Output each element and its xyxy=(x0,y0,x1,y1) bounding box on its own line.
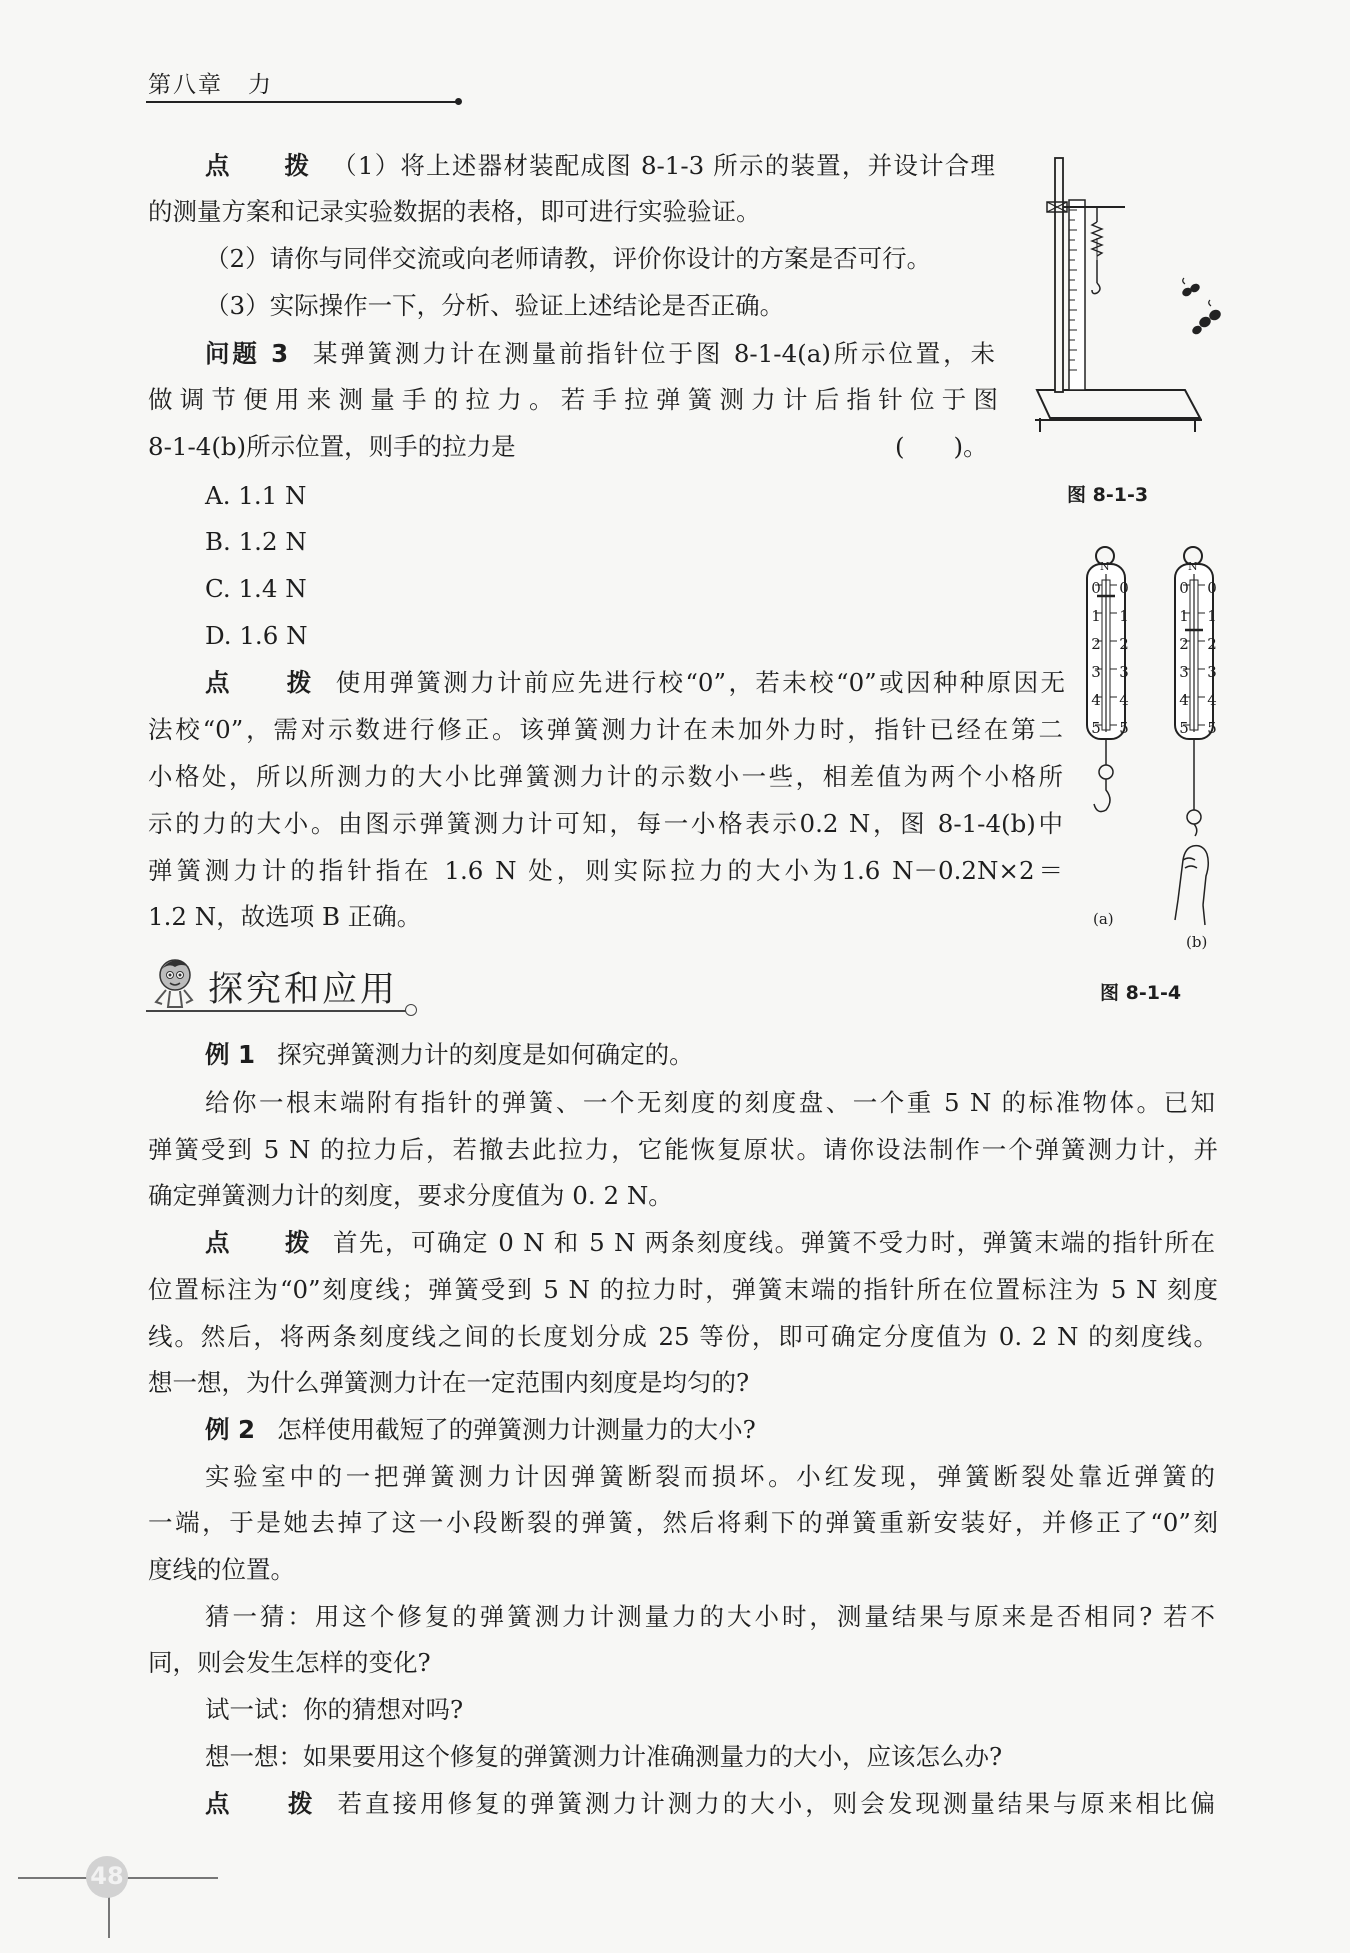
question3-line-3: 8-1-4(b)所示位置，则手的拉力是 xyxy=(148,432,516,461)
tip2-line-5: 弹簧测力计的指针指在 1.6 N 处，则实际拉力的大小为1.6 N－0.2N×2＝ xyxy=(148,856,1063,885)
example2-line-2: 一端，于是她去掉了这一小段断裂的弹簧，然后将剩下的弹簧重新安装好，并修正了“0”刻 xyxy=(148,1508,1218,1537)
section-rule xyxy=(146,1010,408,1012)
header-rule-dot xyxy=(455,98,462,105)
tip2-line-4: 示的力的大小。由图示弹簧测力计可知，每一小格表示0.2 N，图 8-1-4(b)中 xyxy=(148,809,1063,838)
scale-a-unit: N xyxy=(1100,560,1110,573)
scale-b-ticks-left: 0 1 2 3 4 5 xyxy=(1179,579,1189,737)
example2-line-6: 试一试：你的猜想对吗? xyxy=(205,1695,464,1724)
example2-label: 例 2 xyxy=(205,1415,256,1444)
tip1-label: 点 拨 xyxy=(205,151,325,180)
example1-tip-label: 点 拨 xyxy=(205,1228,325,1257)
example1-tip-line-1: 点 拨 首先，可确定 0 N 和 5 N 两条刻度线。弹簧不受力时，弹簧末端的指针所在 xyxy=(205,1228,1216,1257)
example2-tip-label: 点 拨 xyxy=(205,1789,330,1818)
mascot-icon xyxy=(148,955,200,1011)
section-title: 探究和应用 xyxy=(208,970,399,1010)
example2-title: 怎样使用截短了的弹簧测力计测量力的大小? xyxy=(277,1415,756,1444)
section-rule-end xyxy=(405,1004,417,1016)
tip2-line-6: 1.2 N，故选项 B 正确。 xyxy=(148,902,422,931)
example2-line-5: 同，则会发生怎样的变化? xyxy=(148,1648,431,1677)
example2-heading xyxy=(205,1415,756,1445)
tip1-line-4: （3）实际操作一下，分析、验证上述结论是否正确。 xyxy=(205,291,785,320)
question3-label: 问题 3 xyxy=(205,339,289,368)
option-c: C. 1.4 N xyxy=(205,574,307,603)
scale-b-unit: N xyxy=(1188,560,1198,573)
tip2-line-1: 点 拨 使用弹簧测力计前应先进行校“0”，若未校“0”或因种种原因无 xyxy=(205,668,1065,697)
question3-line-2: 做调节便用来测量手的拉力。若手拉弹簧测力计后指针位于图 xyxy=(148,385,998,414)
figure-8-1-4-b-label: (b) xyxy=(1186,933,1208,951)
example2-tip-line-1: 点 拨 若直接用修复的弹簧测力计测力的大小，则会发现测量结果与原来相比偏 xyxy=(205,1789,1215,1818)
tip2-line-3: 小格处，所以所测力的大小比弹簧测力计的示数小一些，相差值为两个小格所 xyxy=(148,762,1063,791)
example1-title: 探究弹簧测力计的刻度是如何确定的。 xyxy=(277,1040,694,1069)
figure-8-1-4-a-label: (a) xyxy=(1093,910,1114,928)
example1-tip-line-4: 想一想，为什么弹簧测力计在一定范围内刻度是均匀的? xyxy=(148,1368,750,1397)
question3-blank: ( )。 xyxy=(895,432,988,461)
example1-line-3: 确定弹簧测力计的刻度，要求分度值为 0. 2 N。 xyxy=(148,1181,673,1210)
tip2-line-2: 法校“0”，需对示数进行修正。该弹簧测力计在未加外力时，指针已经在第二 xyxy=(148,715,1063,744)
example1-tip-line-3: 线。然后，将两条刻度线之间的长度划分成 25 等份，即可确定分度值为 0. 2 N 的刻度线。 xyxy=(148,1322,1218,1351)
option-b: B. 1.2 N xyxy=(205,527,307,556)
tip1-line-1: 点 拨 （1）将上述器材装配成图 8-1-3 所示的装置，并设计合理 xyxy=(205,151,995,180)
tip1-line-3: （2）请你与同伴交流或向老师请教，评价你设计的方案是否可行。 xyxy=(205,244,932,273)
page-number: 48 xyxy=(90,1862,124,1890)
example2-line-4: 猜一猜：用这个修复的弹簧测力计测量力的大小时，测量结果与原来是否相同? 若不 xyxy=(205,1602,1215,1631)
example1-line-1: 给你一根末端附有指针的弹簧、一个无刻度的刻度盘、一个重 5 N 的标准物体。已知 xyxy=(205,1088,1215,1117)
tip2-label: 点 拨 xyxy=(205,668,328,697)
scale-b-ticks-right: 0 1 2 3 4 5 xyxy=(1207,579,1217,737)
tip1-line-2: 的测量方案和记录实验数据的表格，即可进行实验验证。 xyxy=(148,197,761,226)
figure-8-1-4-caption: 图 8-1-4 xyxy=(1100,982,1182,1004)
option-a: A. 1.1 N xyxy=(205,481,307,510)
example1-heading xyxy=(205,1040,694,1070)
scale-a-ticks-right: 0 1 2 3 4 5 xyxy=(1119,579,1129,737)
chapter-header: 第八章 力 xyxy=(148,72,273,98)
example1-label: 例 1 xyxy=(205,1040,256,1069)
figure-8-1-3 xyxy=(1025,150,1225,440)
example2-line-3: 度线的位置。 xyxy=(148,1555,295,1584)
scale-a-ticks-left: 0 1 2 3 4 5 xyxy=(1091,579,1101,737)
example1-tip-line-2: 位置标注为“0”刻度线；弹簧受到 5 N 的拉力时，弹簧末端的指针所在位置标注为 5 N 刻度 xyxy=(148,1275,1218,1304)
figure-8-1-3-caption: 图 8-1-3 xyxy=(1067,484,1149,506)
example2-line-1: 实验室中的一把弹簧测力计因弹簧断裂而损坏。小红发现，弹簧断裂处靠近弹簧的 xyxy=(205,1462,1215,1491)
option-d: D. 1.6 N xyxy=(205,621,308,650)
example1-line-2: 弹簧受到 5 N 的拉力后，若撤去此拉力，它能恢复原状。请你设法制作一个弹簧测力计，并 xyxy=(148,1135,1218,1164)
header-rule xyxy=(146,101,458,103)
figure-8-1-4 xyxy=(1075,540,1260,960)
example2-line-7: 想一想：如果要用这个修复的弹簧测力计准确测量力的大小，应该怎么办? xyxy=(205,1742,1003,1771)
question3-line-1: 问题 3 某弹簧测力计在测量前指针位于图 8-1-4(a)所示位置，未 xyxy=(205,339,995,368)
